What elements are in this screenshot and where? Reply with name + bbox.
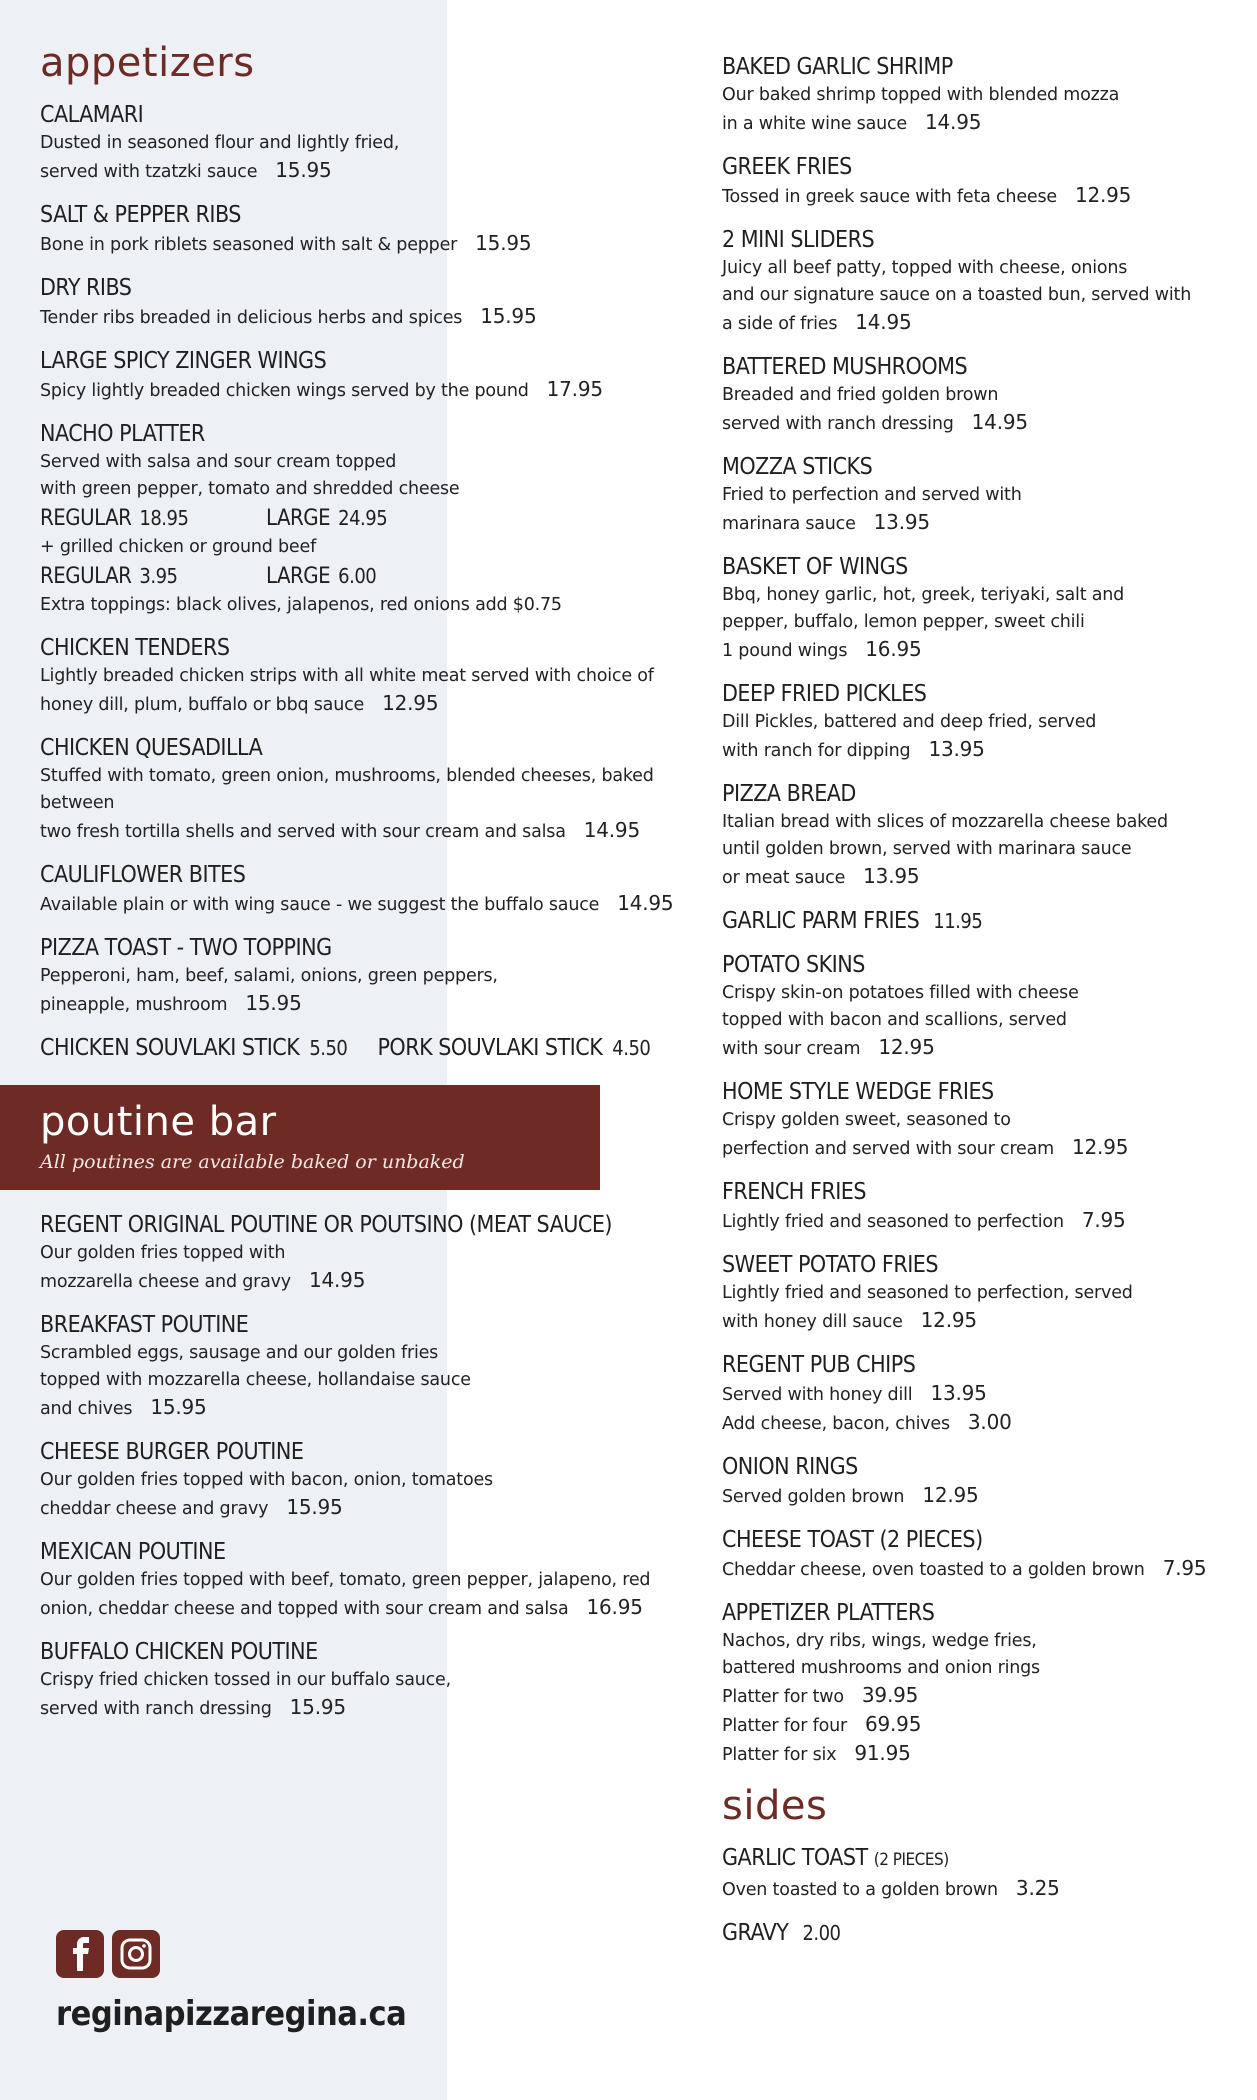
footer	[56, 1930, 406, 2034]
item-desc	[722, 482, 1242, 538]
item-name: CHICKEN QUESADILLA	[40, 735, 263, 761]
item-name: BASKET OF WINGS	[722, 554, 908, 580]
sides-title: sides	[722, 1783, 828, 1829]
item-desc	[722, 382, 1242, 438]
item-price: 15.95	[245, 991, 302, 1015]
extra-toppings-text: Extra toppings: black olives, jalapenos, red onions add $0.75	[40, 595, 562, 615]
desc-line: Our baked shrimp topped with blended mozza	[722, 85, 1120, 105]
item-price: 3.00	[967, 1410, 1012, 1434]
item-price: 13.95	[873, 510, 930, 534]
desc-line: Bbq, honey garlic, hot, greek, teriyaki, salt and	[722, 585, 1125, 605]
desc-line: topped with mozzarella cheese, hollandaise sauce	[40, 1370, 471, 1390]
item-desc	[40, 130, 700, 186]
item-price: 15.95	[480, 304, 537, 328]
item-name: GREEK FRIES	[722, 154, 852, 180]
item-name: BATTERED MUSHROOMS	[722, 354, 968, 380]
item-price: 5.50	[309, 1036, 348, 1060]
item-price: 14.95	[971, 410, 1028, 434]
item-name: SALT & PEPPER RIBS	[40, 202, 241, 228]
item-desc	[40, 449, 700, 503]
appetizers-left-column	[40, 40, 700, 1077]
item-desc	[722, 1107, 1242, 1163]
item-name: APPETIZER PLATTERS	[722, 1600, 935, 1626]
item-name: PIZZA TOAST - TWO TOPPING	[40, 935, 332, 961]
item-name: CAULIFLOWER BITES	[40, 862, 246, 888]
desc-line: Scrambled eggs, sausage and our golden fries	[40, 1343, 439, 1363]
facebook-icon[interactable]	[56, 1930, 104, 1978]
menu-item	[40, 1537, 710, 1623]
menu-item	[722, 552, 1242, 665]
item-price: 13.95	[863, 864, 920, 888]
menu-item	[40, 200, 700, 259]
item-name: REGENT ORIGINAL POUTINE OR POUTSINO (MEAT SAUCE)	[40, 1212, 612, 1238]
item-name: REGENT PUB CHIPS	[722, 1352, 916, 1378]
item-price: 12.95	[1074, 183, 1132, 207]
appetizers-right-column	[722, 52, 1242, 1962]
item-name: MOZZA STICKS	[722, 454, 873, 480]
desc-line: Nachos, dry ribs, wings, wedge fries,	[722, 1631, 1037, 1651]
item-name: CALAMARI	[40, 102, 144, 128]
menu-item	[40, 346, 700, 405]
desc-line: Fried to perfection and served with	[722, 485, 1022, 505]
menu-item	[40, 1210, 710, 1296]
desc-line: Stuffed with tomato, green onion, mushrooms, blended cheeses, baked between	[40, 766, 654, 813]
item-desc	[40, 1340, 710, 1423]
desc-line: Bone in pork riblets seasoned with salt & pepper	[40, 235, 458, 255]
item-name: SWEET POTATO FRIES	[722, 1252, 939, 1278]
item-price: 17.95	[546, 377, 603, 401]
size-price: 6.00	[338, 564, 377, 588]
menu-item-nacho-platter	[40, 419, 700, 619]
item-price: 15.95	[150, 1395, 207, 1419]
addon-text: + grilled chicken or ground beef	[40, 537, 317, 557]
item-price: 39.95	[861, 1683, 919, 1707]
menu-item	[40, 1637, 710, 1723]
desc-line: served with tzatzki sauce	[40, 162, 258, 182]
website-link[interactable]: reginapizzaregina.ca	[56, 1994, 407, 2034]
item-name: CHEESE TOAST (2 PIECES)	[722, 1527, 983, 1553]
appetizers-title: appetizers	[40, 40, 255, 86]
menu-item	[722, 225, 1242, 338]
desc-line: Tossed in greek sauce with feta cheese	[722, 187, 1057, 207]
item-desc	[722, 82, 1242, 138]
menu-item-garlic-parm-fries	[722, 906, 1242, 936]
size-label: REGULAR	[40, 506, 132, 531]
item-desc	[40, 1467, 710, 1523]
item-name: DRY RIBS	[40, 275, 132, 301]
desc-line: pineapple, mushroom	[40, 995, 228, 1015]
menu-item	[40, 860, 700, 919]
menu-item	[722, 352, 1242, 438]
size-price: 3.95	[139, 564, 178, 588]
item-desc	[40, 663, 700, 719]
menu-item	[722, 1077, 1242, 1163]
item-price: 14.95	[308, 1268, 366, 1292]
item-price: 15.95	[275, 158, 332, 182]
menu-item	[40, 273, 700, 332]
menu-item-regent-pub-chips	[722, 1350, 1242, 1438]
item-desc	[722, 255, 1242, 338]
desc-line: Served golden brown	[722, 1487, 905, 1507]
poutine-subtitle: All poutines are available baked or unbaked	[40, 1151, 465, 1173]
desc-line: Dill Pickles, battered and deep fried, served	[722, 712, 1097, 732]
item-name: FRENCH FRIES	[722, 1179, 867, 1205]
menu-item-garlic-toast	[722, 1843, 1242, 1904]
addon-size-prices	[40, 561, 700, 592]
desc-line: onion, cheddar cheese and topped with sour cream and salsa	[40, 1599, 569, 1619]
item-price: 12.95	[922, 1483, 979, 1507]
menu-item	[40, 1437, 710, 1523]
item-desc	[722, 182, 1242, 211]
item-price: 13.95	[930, 1381, 987, 1405]
desc-line: perfection and served with sour cream	[722, 1139, 1054, 1159]
item-price: 13.95	[928, 737, 985, 761]
item-desc	[722, 1207, 1242, 1236]
item-price: 15.95	[286, 1495, 343, 1519]
desc-line: Crispy skin-on potatoes filled with cheese	[722, 983, 1079, 1003]
item-price: 7.95	[1081, 1208, 1126, 1232]
item-name: 2 MINI SLIDERS	[722, 227, 875, 253]
item-desc	[40, 763, 700, 846]
desc-line: Crispy golden sweet, seasoned to	[722, 1110, 1011, 1130]
item-price: 14.95	[583, 818, 640, 842]
menu-item	[40, 1310, 710, 1423]
desc-line: and our signature sauce on a toasted bun, served with	[722, 285, 1192, 305]
desc-line: Lightly fried and seasoned to perfection, served	[722, 1283, 1133, 1303]
desc-line: Oven toasted to a golden brown	[722, 1880, 998, 1900]
desc-line: Tender ribs breaded in delicious herbs and spices	[40, 308, 463, 328]
item-price: 12.95	[920, 1308, 977, 1332]
desc-line: Lightly breaded chicken strips with all white meat served with choice of	[40, 666, 654, 686]
item-desc	[722, 1555, 1242, 1584]
desc-line: with ranch for dipping	[722, 741, 911, 761]
desc-line: and chives	[40, 1399, 133, 1419]
desc-line: Crispy fried chicken tossed in our buffalo sauce,	[40, 1670, 451, 1690]
desc-line: Served with honey dill	[722, 1385, 913, 1405]
desc-line: Dusted in seasoned flour and lightly fried,	[40, 133, 400, 153]
platter-label: Platter for two	[722, 1687, 844, 1707]
size-price: 24.95	[338, 506, 388, 530]
platter-label: Platter for six	[722, 1745, 837, 1765]
item-desc	[40, 1240, 710, 1296]
menu-item	[722, 452, 1242, 538]
desc-line: Spicy lightly breaded chicken wings served by the pound	[40, 381, 529, 401]
desc-line: Our golden fries topped with bacon, onion, tomatoes	[40, 1470, 493, 1490]
menu-item	[722, 152, 1242, 211]
size-price: 18.95	[139, 506, 189, 530]
desc-line: Pepperoni, ham, beef, salami, onions, green peppers,	[40, 966, 498, 986]
item-price: 12.95	[382, 691, 439, 715]
item-price: 12.95	[878, 1035, 935, 1059]
menu-item-appetizer-platters	[722, 1598, 1242, 1769]
item-desc	[722, 809, 1242, 892]
item-desc	[40, 1667, 710, 1723]
item-desc	[722, 1482, 1242, 1511]
item-name: CHEESE BURGER POUTINE	[40, 1439, 304, 1465]
item-name: NACHO PLATTER	[40, 421, 205, 447]
nacho-size-prices	[40, 503, 700, 534]
item-price: 14.95	[924, 110, 982, 134]
desc-line: Italian bread with slices of mozzarella cheese baked	[722, 812, 1168, 832]
desc-line: Lightly fried and seasoned to perfection	[722, 1212, 1064, 1232]
item-note: (2 PIECES)	[873, 1850, 949, 1870]
poutine-title: poutine bar	[40, 1099, 277, 1145]
item-name: BUFFALO CHICKEN POUTINE	[40, 1639, 318, 1665]
item-desc	[40, 230, 700, 259]
size-label: REGULAR	[40, 564, 132, 589]
item-desc	[40, 1567, 710, 1623]
desc-line: Add cheese, bacon, chives	[722, 1414, 950, 1434]
desc-line: pepper, buffalo, lemon pepper, sweet chili	[722, 612, 1085, 632]
menu-item	[722, 779, 1242, 892]
item-name: BAKED GARLIC SHRIMP	[722, 54, 953, 80]
item-price: 16.95	[865, 637, 922, 661]
item-price: 14.95	[855, 310, 912, 334]
desc-line: with sour cream	[722, 1039, 861, 1059]
menu-item	[722, 679, 1242, 765]
item-desc	[722, 980, 1242, 1063]
menu-item	[722, 1525, 1242, 1584]
desc-line: topped with bacon and scallions, served	[722, 1010, 1067, 1030]
desc-line: in a white wine sauce	[722, 114, 907, 134]
social-links	[56, 1930, 406, 1978]
menu-item	[722, 1250, 1242, 1336]
menu-item	[40, 100, 700, 186]
menu-item	[40, 933, 700, 1019]
desc-line: served with ranch dressing	[40, 1699, 272, 1719]
menu-item	[722, 52, 1242, 138]
desc-line: honey dill, plum, buffalo or bbq sauce	[40, 695, 365, 715]
menu-item	[722, 1452, 1242, 1511]
item-name: PIZZA BREAD	[722, 781, 856, 807]
desc-line: Our golden fries topped with beef, tomato, green pepper, jalapeno, red	[40, 1570, 651, 1590]
item-name: CHICKEN SOUVLAKI STICK	[40, 1035, 300, 1061]
item-desc	[722, 582, 1242, 665]
item-price: 12.95	[1072, 1135, 1129, 1159]
item-price: 69.95	[864, 1712, 922, 1736]
item-desc	[40, 303, 700, 332]
item-name: MEXICAN POUTINE	[40, 1539, 226, 1565]
menu-item	[40, 633, 700, 719]
item-desc	[722, 1280, 1242, 1336]
item-name: GARLIC PARM FRIES	[722, 908, 920, 934]
item-price: 7.95	[1162, 1556, 1207, 1580]
desc-line: Available plain or with wing sauce - we suggest the buffalo sauce	[40, 895, 600, 915]
menu-item	[722, 950, 1242, 1063]
item-desc	[40, 963, 700, 1019]
desc-line: Served with salsa and sour cream topped	[40, 452, 397, 472]
instagram-icon[interactable]	[112, 1930, 160, 1978]
menu-item	[40, 733, 700, 846]
desc-line: two fresh tortilla shells and served with sour cream and salsa	[40, 822, 566, 842]
desc-line: Our golden fries topped with	[40, 1243, 286, 1263]
desc-line: with green pepper, tomato and shredded cheese	[40, 479, 460, 499]
poutine-list	[40, 1210, 710, 1737]
size-label: LARGE	[266, 506, 331, 531]
desc-line: 1 pound wings	[722, 641, 848, 661]
item-name: GARLIC TOAST	[722, 1845, 868, 1871]
desc-line: until golden brown, served with marinara sauce	[722, 839, 1132, 859]
desc-line: Juicy all beef patty, topped with cheese, onions	[722, 258, 1128, 278]
desc-line: with honey dill sauce	[722, 1312, 903, 1332]
item-name: HOME STYLE WEDGE FRIES	[722, 1079, 994, 1105]
item-price: 91.95	[854, 1741, 911, 1765]
item-price: 15.95	[289, 1695, 346, 1719]
item-price: 4.50	[612, 1036, 651, 1060]
desc-line: mozzarella cheese and gravy	[40, 1272, 291, 1292]
desc-line: or meat sauce	[722, 868, 846, 888]
menu-item	[722, 1177, 1242, 1236]
desc-line: Breaded and fried golden brown	[722, 385, 999, 405]
desc-line: marinara sauce	[722, 514, 856, 534]
item-desc	[722, 709, 1242, 765]
desc-line: Cheddar cheese, oven toasted to a golden brown	[722, 1560, 1145, 1580]
item-name: GRAVY	[722, 1920, 789, 1946]
poutine-bar-banner	[0, 1085, 600, 1190]
item-name: PORK SOUVLAKI STICK	[377, 1035, 603, 1061]
desc-line: served with ranch dressing	[722, 414, 954, 434]
item-name: BREAKFAST POUTINE	[40, 1312, 249, 1338]
size-label: LARGE	[266, 564, 331, 589]
menu-item-gravy	[722, 1918, 1242, 1948]
item-name: DEEP FRIED PICKLES	[722, 681, 927, 707]
souvlaki-row	[40, 1033, 700, 1063]
item-name: POTATO SKINS	[722, 952, 865, 978]
item-price: 11.95	[933, 909, 983, 933]
item-name: ONION RINGS	[722, 1454, 858, 1480]
item-price: 2.00	[802, 1921, 841, 1945]
item-price: 15.95	[475, 231, 532, 255]
desc-line: cheddar cheese and gravy	[40, 1499, 269, 1519]
item-desc	[40, 376, 700, 405]
desc-line: battered mushrooms and onion rings	[722, 1658, 1040, 1678]
item-name: CHICKEN TENDERS	[40, 635, 230, 661]
item-name: LARGE SPICY ZINGER WINGS	[40, 348, 327, 374]
item-price: 3.25	[1015, 1876, 1060, 1900]
item-desc	[40, 890, 700, 919]
item-price: 16.95	[586, 1595, 643, 1619]
desc-line: a side of fries	[722, 314, 838, 334]
platter-label: Platter for four	[722, 1716, 847, 1736]
item-price: 14.95	[617, 891, 674, 915]
